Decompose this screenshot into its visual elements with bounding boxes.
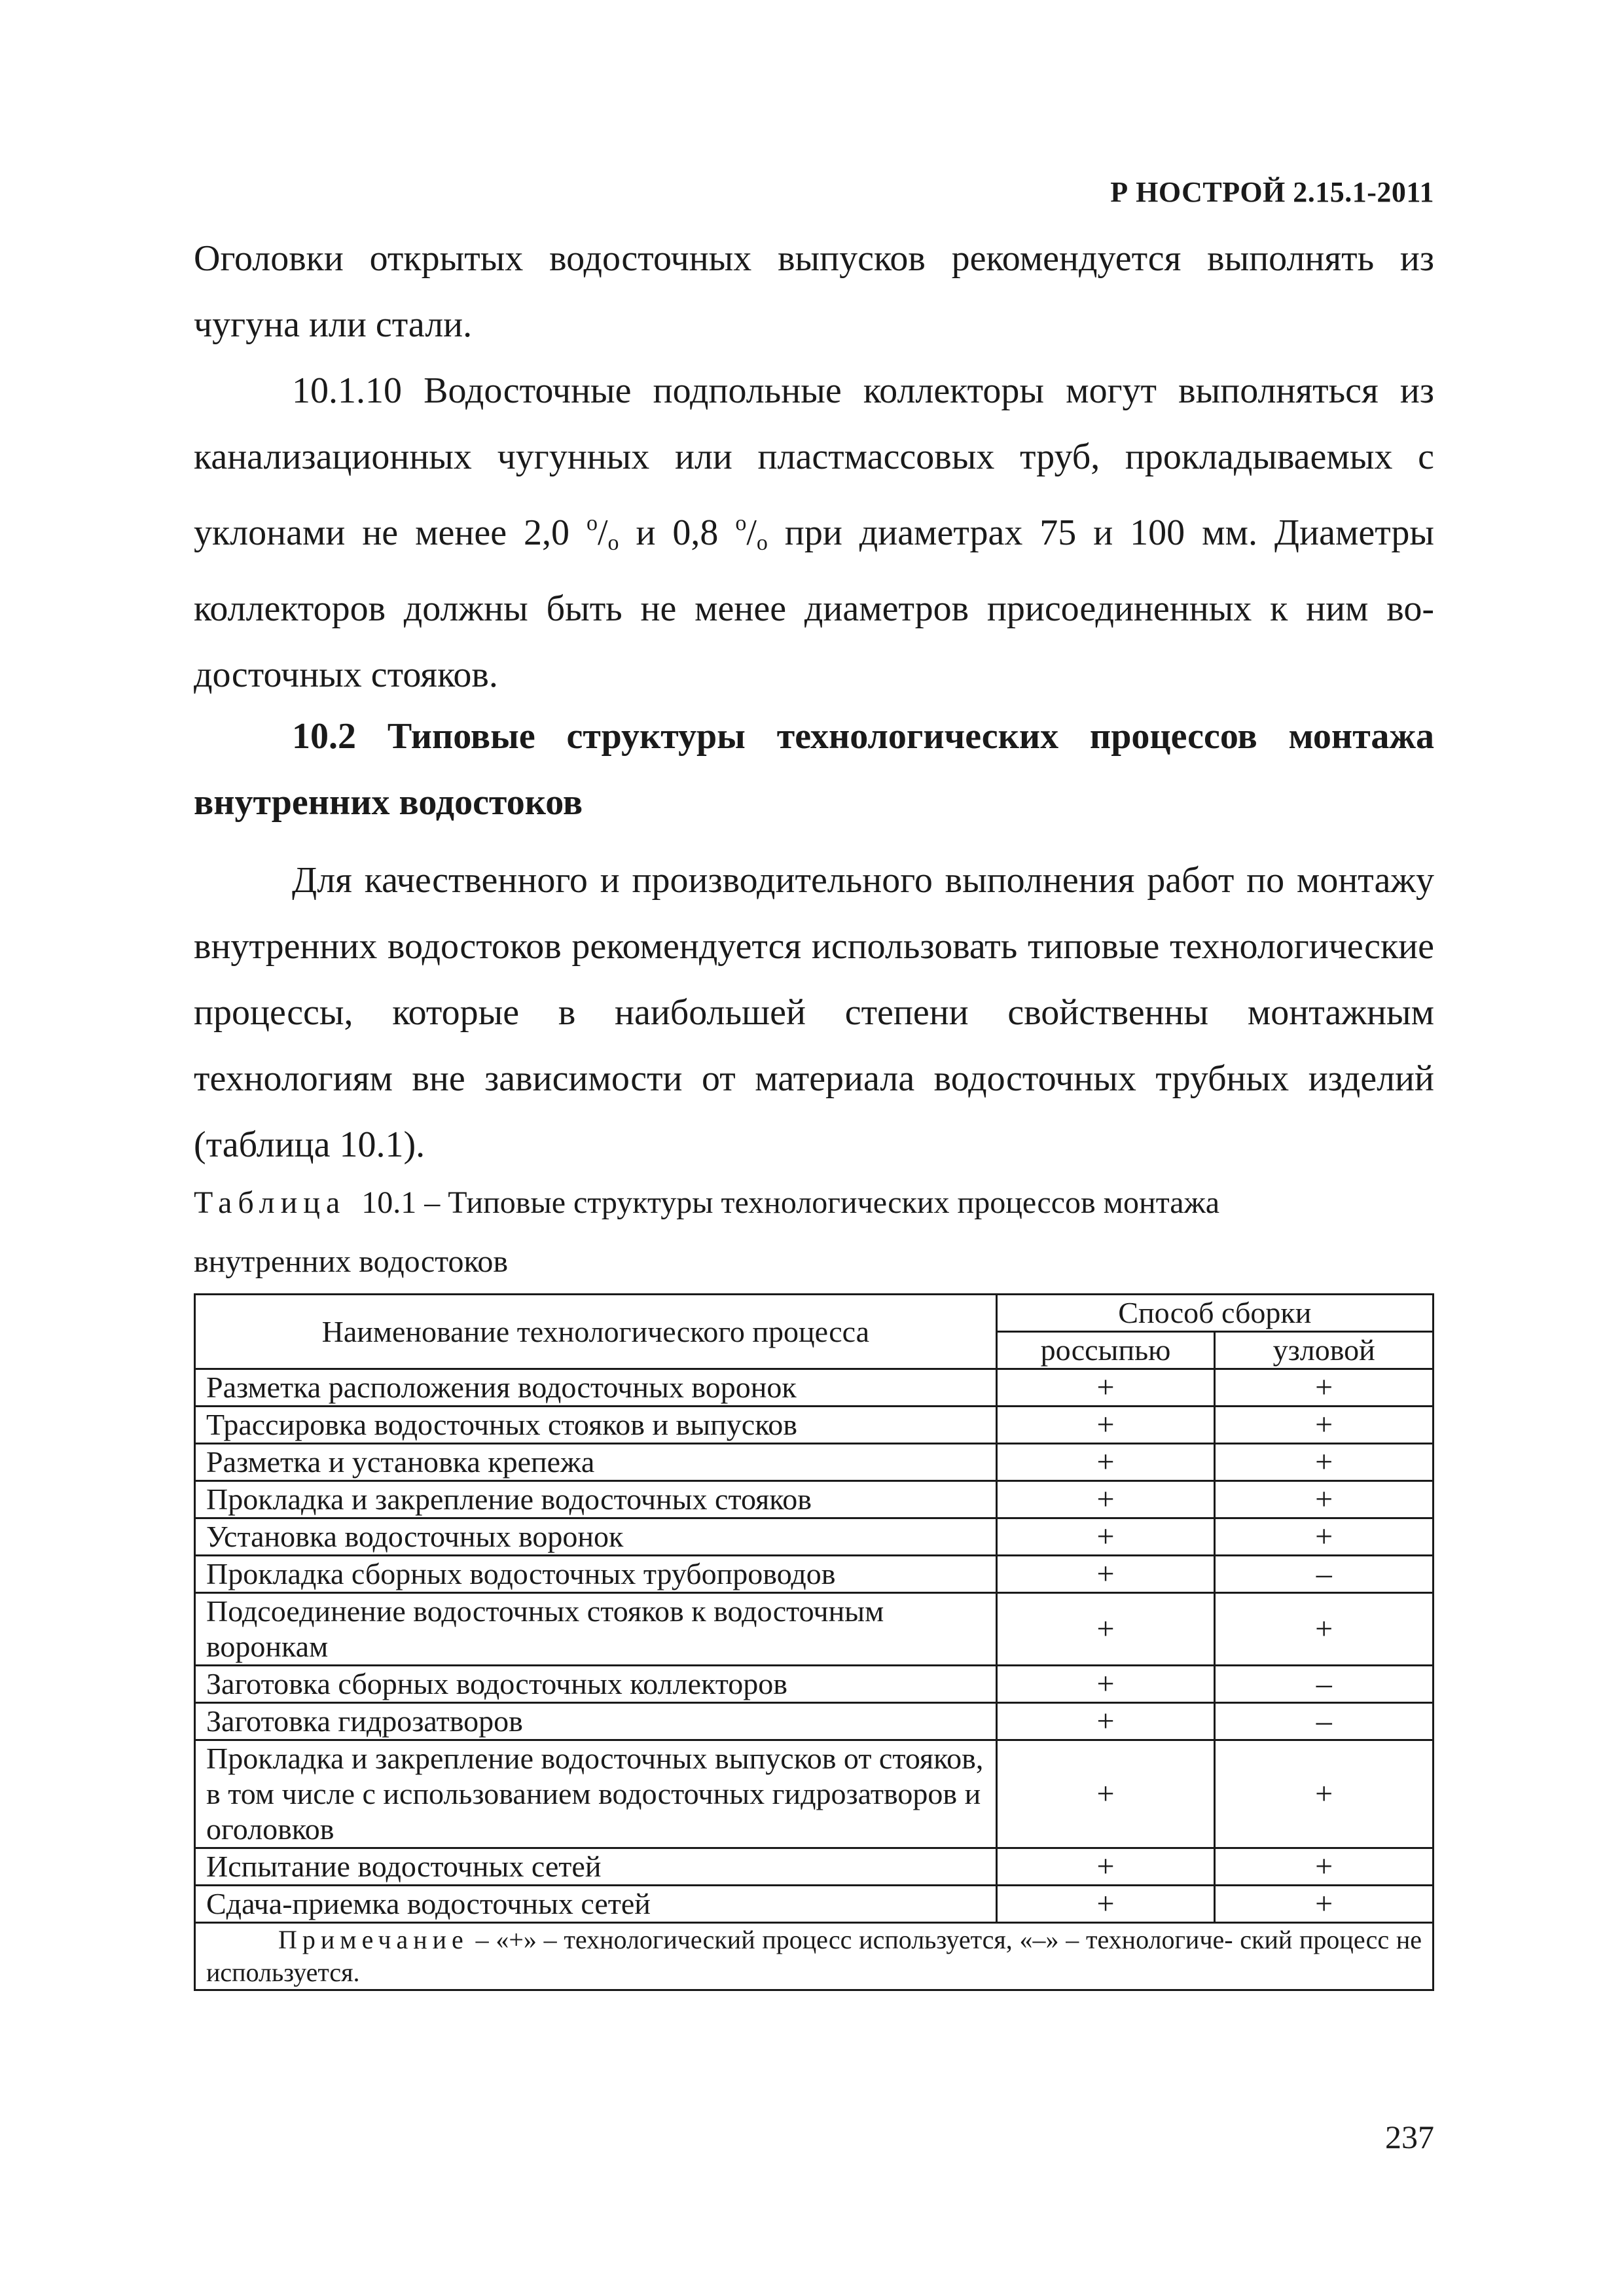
- table-row: [195, 1740, 1434, 1848]
- section-heading: 10.2 Типовые структуры технологических процессов монтажа внутренних водостоков: [194, 716, 1434, 823]
- unit-assembly-cell: +: [1215, 1848, 1434, 1886]
- unit-assembly-cell: +: [1215, 1369, 1434, 1407]
- process-name-cell: Подсоединение водосточных стояков к водосточным воронкам: [195, 1593, 997, 1666]
- column-header-assembly-method: Способ сборки: [996, 1295, 1433, 1332]
- loose-assembly-cell: +: [996, 1556, 1215, 1593]
- loose-assembly-cell: +: [996, 1848, 1215, 1886]
- unit-assembly-cell: +: [1215, 1886, 1434, 1923]
- table-row: [195, 1369, 1434, 1407]
- paragraph-10-1-10: 10.1.10 Водосточные подпольные коллекторы могут выполняться из канализационных чугунных или пластмассовых труб, прокладываемых с уклонами не менее 2,0 $^о/_о$ и 0,8 $^о/_о$ при диаметрах 75 и 100 мм. Диаметры коллекторов должны быть не менее диаметров присоединенных к ним во- досточных стояков.: [194, 370, 1435, 695]
- process-name-cell: Разметка и установка крепежа: [195, 1444, 997, 1481]
- process-name-cell: Прокладка и закрепление водосточных стояков: [195, 1481, 997, 1518]
- unit-assembly-cell: +: [1215, 1593, 1434, 1666]
- table-row: [195, 1593, 1434, 1666]
- table-row: [195, 1518, 1434, 1556]
- page-number: 237: [1385, 2119, 1434, 2155]
- document-code: Р НОСТРОЙ 2.15.1-2011: [1110, 176, 1434, 208]
- loose-assembly-cell: +: [996, 1407, 1215, 1444]
- table-note: Примечание – «+» – технологический процесс используется, «–» – технологиче- ский процесс не используется.: [195, 1923, 1434, 1990]
- column-header-assembled: узловой: [1215, 1332, 1434, 1369]
- unit-assembly-cell: –: [1215, 1556, 1434, 1593]
- process-name-cell: Заготовка гидрозатворов: [195, 1703, 997, 1740]
- process-name-cell: Прокладка и закрепление водосточных выпусков от стояков, в том числе с использованием водосточных гидрозатворов и оголовков: [195, 1740, 997, 1848]
- table-row: [195, 1556, 1434, 1593]
- process-table: [194, 1293, 1434, 1991]
- loose-assembly-cell: +: [996, 1481, 1215, 1518]
- loose-assembly-cell: +: [996, 1740, 1215, 1848]
- unit-assembly-cell: +: [1215, 1444, 1434, 1481]
- loose-assembly-cell: +: [996, 1369, 1215, 1407]
- column-header-loose: россыпью: [996, 1332, 1215, 1369]
- table-row: [195, 1886, 1434, 1923]
- process-name-cell: Испытание водосточных сетей: [195, 1848, 997, 1886]
- unit-assembly-cell: +: [1215, 1740, 1434, 1848]
- unit-assembly-cell: +: [1215, 1481, 1434, 1518]
- process-name-cell: Установка водосточных воронок: [195, 1518, 997, 1556]
- process-name-cell: Трассировка водосточных стояков и выпусков: [195, 1407, 997, 1444]
- process-name-cell: Заготовка сборных водосточных коллекторов: [195, 1666, 997, 1703]
- loose-assembly-cell: +: [996, 1886, 1215, 1923]
- table-row: [195, 1407, 1434, 1444]
- unit-assembly-cell: +: [1215, 1518, 1434, 1556]
- table-row: [195, 1666, 1434, 1703]
- body-paragraph-3: [194, 848, 1434, 1178]
- table-row: [195, 1481, 1434, 1518]
- unit-assembly-cell: +: [1215, 1407, 1434, 1444]
- paragraph-1: Оголовки открытых водосточных выпусков рекомендуется выполнять из чугуна или стали.: [194, 238, 1434, 345]
- process-name-cell: Прокладка сборных водосточных трубопроводов: [195, 1556, 997, 1593]
- loose-assembly-cell: +: [996, 1593, 1215, 1666]
- unit-assembly-cell: –: [1215, 1666, 1434, 1703]
- loose-assembly-cell: +: [996, 1666, 1215, 1703]
- process-name-cell: Разметка расположения водосточных воронок: [195, 1369, 997, 1407]
- process-name-cell: Сдача-приемка водосточных сетей: [195, 1886, 997, 1923]
- table-body: [195, 1369, 1434, 1923]
- table-caption-line2: внутренних водостоков: [194, 1244, 509, 1279]
- loose-assembly-cell: +: [996, 1444, 1215, 1481]
- column-header-process-name: Наименование технологического процесса: [195, 1295, 997, 1369]
- table-row: [195, 1848, 1434, 1886]
- loose-assembly-cell: +: [996, 1703, 1215, 1740]
- table-caption: Таблица 10.1 – Типовые структуры технологических процессов монтажа: [194, 1185, 1220, 1220]
- paragraph-3: Для качественного и производительного выполнения работ по монтажу внутренних водостоков рекомендуется использовать типовые технологические процессы, которые в наибольшей степени свойственны монтажным технологиям вне зависимости от материала водосточных трубных изделий (таблица 10.1).: [194, 860, 1434, 1165]
- table-row: [195, 1444, 1434, 1481]
- loose-assembly-cell: +: [996, 1518, 1215, 1556]
- unit-assembly-cell: –: [1215, 1703, 1434, 1740]
- table-row: [195, 1703, 1434, 1740]
- body-paragraphs: [194, 226, 1434, 708]
